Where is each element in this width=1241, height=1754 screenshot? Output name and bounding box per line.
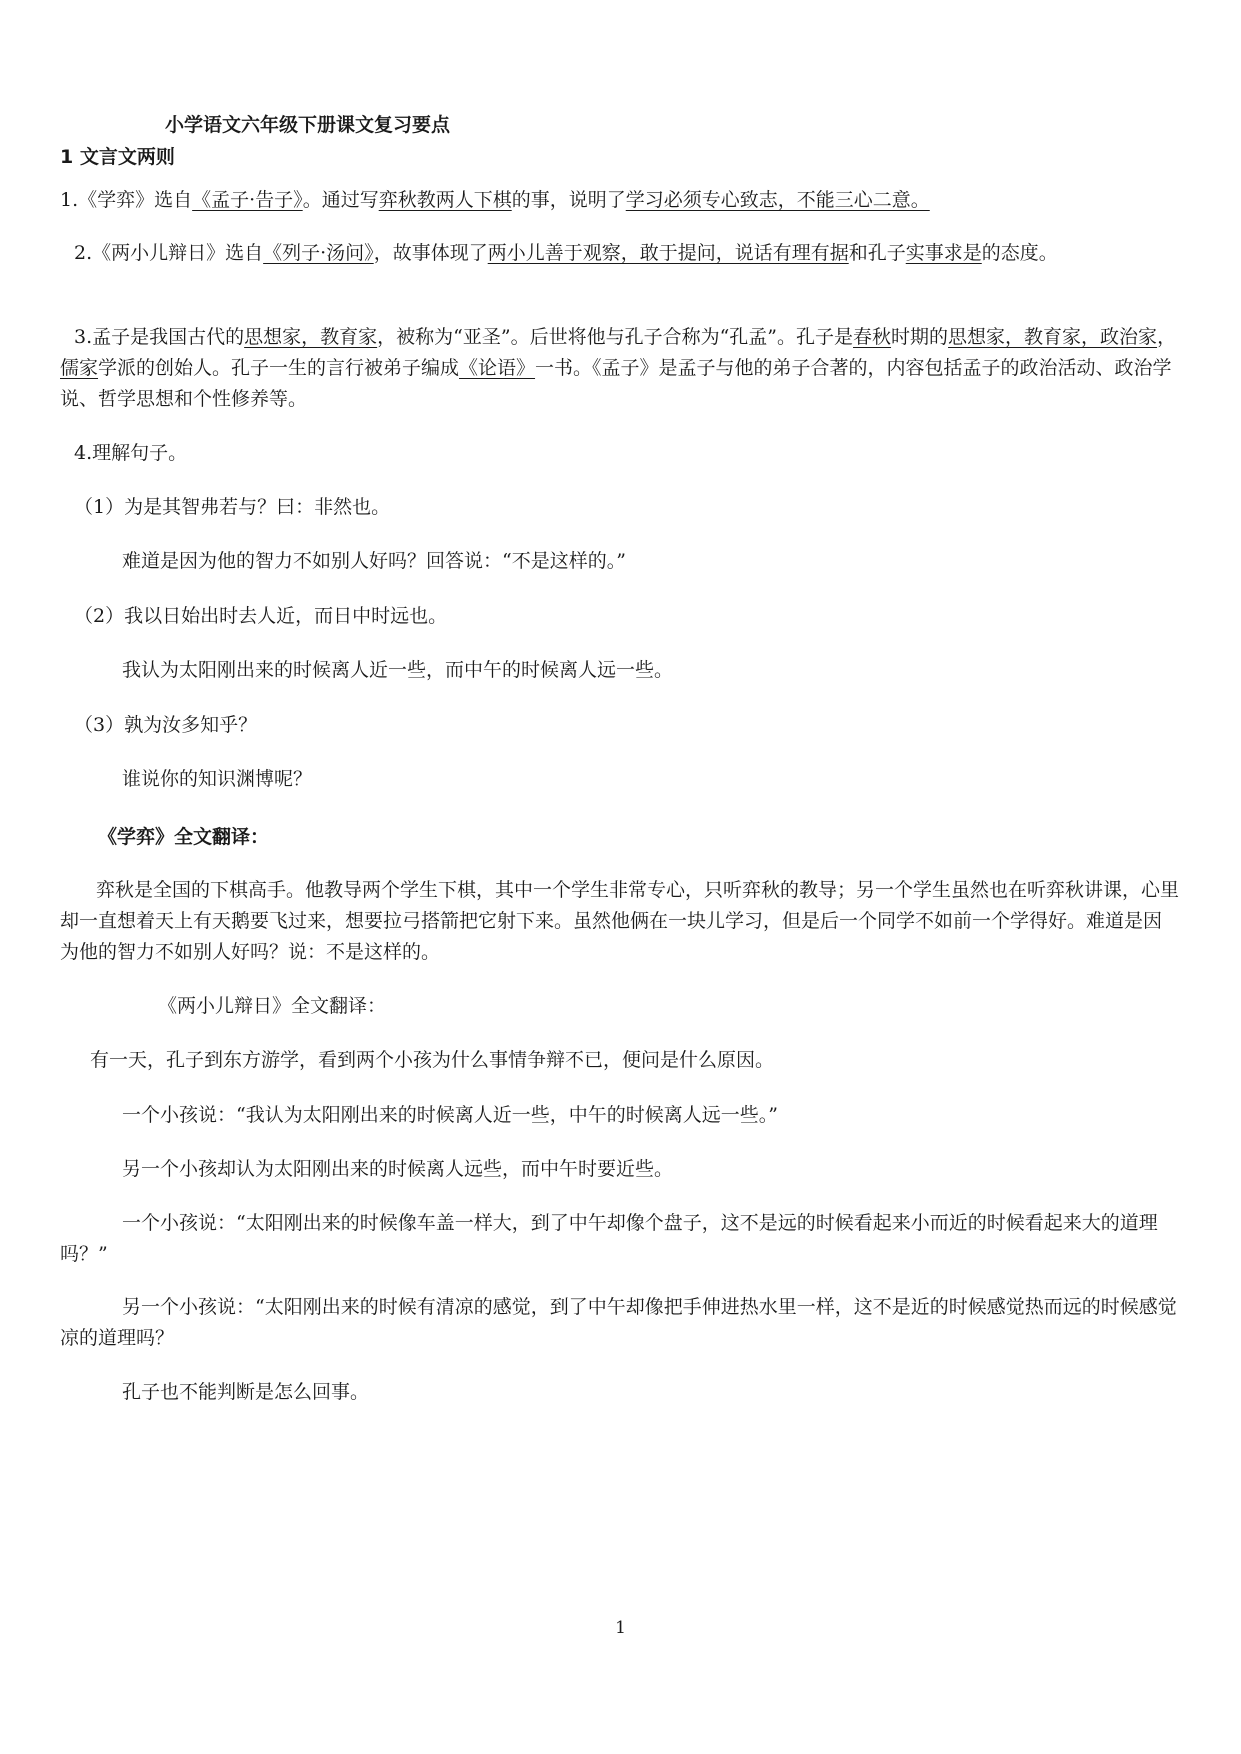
sentence-2-translation: 我认为太阳刚出来的时候离人近一些，而中午的时候离人远一些。 [122,659,674,681]
text-run: 时期的 [891,326,949,348]
page-title: 小学语文六年级下册课文复习要点 [165,114,451,136]
text-run: 2.《两小儿辩日》选自 [74,242,264,264]
underlined-source: 《孟子·告子》 [192,189,303,211]
sentence-3-translation: 谁说你的知识渊博呢？ [122,768,313,790]
underlined-term: 儒家 [60,357,99,379]
lxbr-paragraph: 有一天，孔子到东方游学，看到两个小孩为什么事情争辩不已，便问是什么原因。 [90,1049,775,1071]
lesson-heading: 1 文言文两则 [60,146,175,168]
text-run: 3.孟子是我国古代的 [74,326,245,348]
text-run: ，被称为“亚圣”。后世将他与孔子合称为“孔孟”。孔子是 [377,326,854,348]
underlined-attitude: 实事求是 [905,242,982,264]
lxbr-paragraph: 一个小孩说：“太阳刚出来的时候像车盖一样大，到了中午却像个盘子，这不是远的时候看起来小而近的时候看起来大的道理吗？” [60,1212,1158,1265]
sentence-1-translation: 难道是因为他的智力不如别人好吗？回答说：“不是这样的。” [122,550,626,572]
underlined-lesson: 学习必须专心致志，不能三心二意。 [625,189,930,211]
page-number: 1 [615,1618,626,1638]
sentence-2: （2）我以日始出时去人近，而日中时远也。 [74,605,448,627]
underlined-term: 思想家，教育家 [244,326,378,348]
point-1 [60,185,1180,216]
lxbr-paragraph: 另一个小孩却认为太阳刚出来的时候离人远些，而中午时要近些。 [122,1158,674,1180]
lxbr-paragraph: 一个小孩说：“我认为太阳刚出来的时候离人近一些，中午的时候离人远一些。” [122,1104,778,1126]
text-run: 的态度。 [981,242,1058,264]
lxbr-paragraph: 另一个小孩说：“太阳刚出来的时候有清凉的感觉，到了中午却像把手伸进热水里一样，这不是近的时候感觉热而远的时候感觉凉的道理吗？ [60,1296,1177,1349]
underlined-term: 思想家，教育家，政治家 [948,326,1158,348]
text-run: ， [1157,326,1177,348]
sentence-3: （3）孰为汝多知乎？ [74,714,258,736]
underlined-event: 弈秋教两人下棋 [378,189,512,211]
underlined-trait: 两小儿善于观察，敢于提问，说话有理有据 [487,242,849,264]
lxbr-paragraph: 孔子也不能判断是怎么回事。 [122,1381,370,1403]
point-3 [60,322,1180,415]
underlined-term: 《论语》 [459,357,536,379]
text-run: 和孔子 [848,242,906,264]
lxbr-heading: 《两小儿辩日》全文翻译： [158,995,387,1017]
xueyi-heading: 《学弈》全文翻译： [98,826,270,848]
sentence-1: （1）为是其智弗若与？曰：非然也。 [74,496,391,518]
text-run: 。通过写 [302,189,379,211]
text-run: 学派的创始人。孔子一生的言行被弟子编成 [98,357,460,379]
point-4: 4.理解句子。 [74,442,188,464]
text-run: 1.《学弈》选自 [60,189,193,211]
text-run: 一书。《孟子》是孟子与他的弟子合著的，内容包括孟子的政治活动、政治学说、哲学思想和个性修养等。 [60,357,1172,410]
xueyi-translation: 弈秋是全国的下棋高手。他教导两个学生下棋，其中一个学生非常专心，只听弈秋的教导；另一个学生虽然也在听弈秋讲课，心里却一直想着天上有天鹅要飞过来，想要拉弓搭箭把它射下来。虽然他俩在一块儿学习，但是后一个同学不如前一个学得好。难道是因为他的智力不如别人好吗？说：不是这样的。 [60,879,1180,963]
text-run: ，故事体现了 [373,242,488,264]
text-run: 的事，说明了 [511,189,626,211]
underlined-term: 春秋 [853,326,892,348]
point-2 [60,238,1180,269]
underlined-source: 《列子·汤问》 [263,242,374,264]
